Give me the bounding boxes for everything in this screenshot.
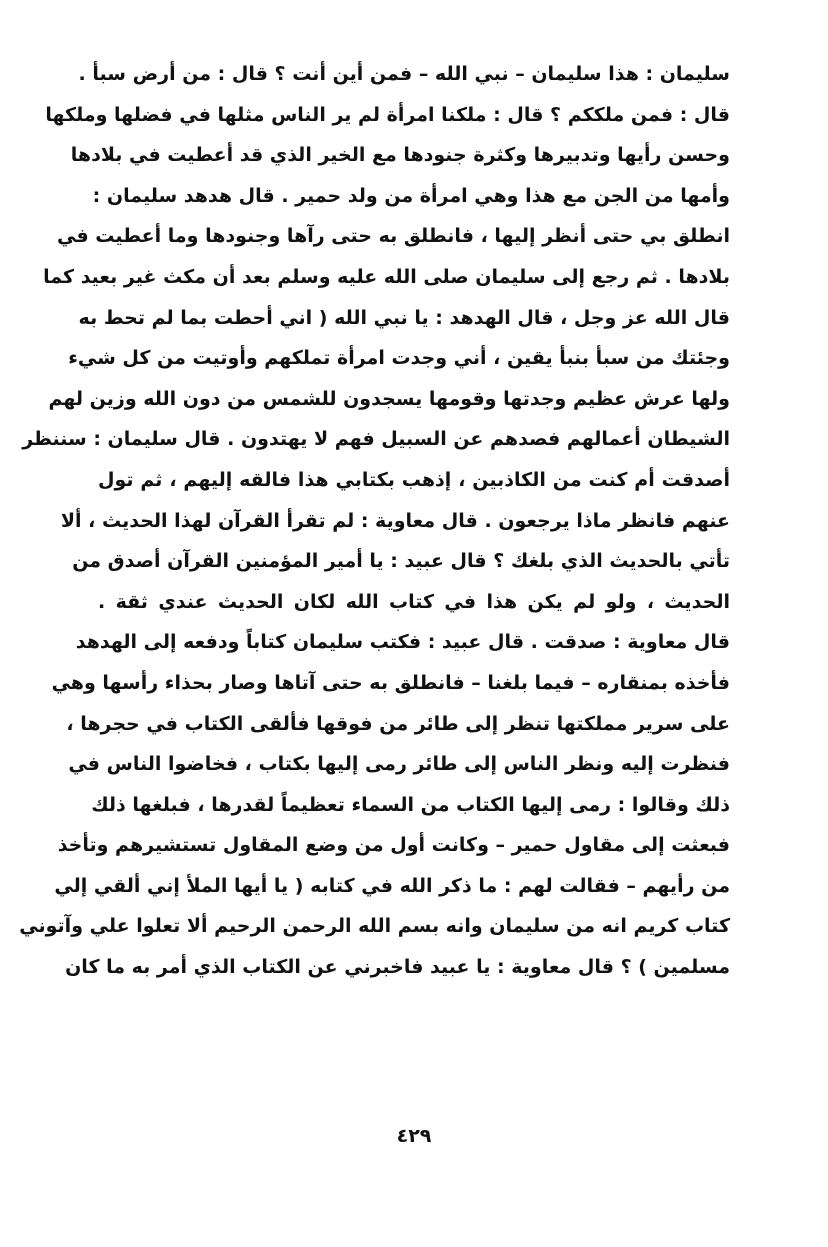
text-line: أصدقت أم كنت من الكاذبين ، إذهب بكتابي هذا فالقه إليهم ، ثم تول — [98, 468, 730, 491]
text-line: من رأيهم – فقالت لهم : ما ذكر الله في كتابه ( يا أيها الملأ إني ألقي إلي — [54, 874, 730, 897]
text-line: ذلك وقالوا : رمى إليها الكتاب من السماء تعظيماً لقدرها ، فبلغها ذلك — [91, 793, 730, 816]
text-line: فأخذه بمنقاره – فيما بلغنا – فانطلق به حتى آتاها وصار بحذاء رأسها وهي — [51, 671, 730, 694]
body-text — [19, 54, 730, 988]
text-line: مسلمين ) ؟ قال معاوية : يا عبيد فاخبرني عن الكتاب الذي أمر به ما كان — [65, 956, 730, 979]
text-line: الحديث ، ولو لم يكن هذا في كتاب الله لكان الحديث عندي ثقة . — [98, 590, 730, 613]
text-line: وأمها من الجن مع هذا وهي امرأة من ولد حمير . قال هدهد سليمان : — [92, 184, 730, 207]
text-line: على سرير مملكتها تنظر إلى طائر من فوقها فألقى الكتاب في حجرها ، — [66, 712, 730, 735]
text-line: قال معاوية : صدقت . قال عبيد : فكتب سليمان كتاباً ودفعه إلى الهدهد — [75, 631, 730, 654]
text-line: كتاب كريم انه من سليمان وانه بسم الله الرحمن الرحيم ألا تعلوا علي وآتوني — [19, 915, 730, 938]
page-number: ٤٢٩ — [396, 1125, 432, 1147]
text-line: وحسن رأيها وتدبيرها وكثرة جنودها مع الخير الذي قد أعطيت في بلادها — [70, 144, 730, 167]
text-line: وجئتك من سبأ بنبأ يقين ، أني وجدت امرأة تملكهم وأوتيت من كل شيء — [68, 347, 730, 370]
text-line: تأتي بالحديث الذي بلغك ؟ قال عبيد : يا أمير المؤمنين القرآن أصدق من — [72, 550, 730, 573]
text-line: سليمان : هذا سليمان – نبي الله – فمن أين أنت ؟ قال : من أرض سبأ . — [78, 63, 730, 85]
text-line: بلادها . ثم رجع إلى سليمان صلى الله عليه وسلم بعد أن مكث غير بعيد كما — [43, 265, 730, 288]
text-line: قال الله عز وجل ، قال الهدهد : يا نبي الله ( اني أحطت بما لم تحط به — [78, 306, 730, 329]
text-line: عنهم فانظر ماذا يرجعون . قال معاوية : لم تقرأ القرآن لهذا الحديث ، ألا — [60, 509, 730, 532]
text-line: ولها عرش عظيم وجدتها وقومها يسجدون للشمس من دون الله وزين لهم — [48, 387, 730, 410]
text-line: فنظرت إليه ونظر الناس إلى طائر رمى إليها بكتاب ، فخاضوا الناس في — [68, 753, 730, 776]
text-line: انطلق بي حتى أنظر إليها ، فانطلق به حتى رآها وجنودها وما أعطيت في — [57, 225, 730, 248]
text-line: قال : فمن ملككم ؟ قال : ملكنا امرأة لم ير الناس مثلها في فضلها وملكها — [45, 103, 730, 126]
text-line: الشيطان أعمالهم فصدهم عن السبيل فهم لا يهتدون . قال سليمان : سننظر — [22, 428, 730, 451]
text-line: فبعثت إلى مقاول حمير – وكانت أول من وضع المقاول تستشيرهم وتأخذ — [57, 834, 730, 857]
